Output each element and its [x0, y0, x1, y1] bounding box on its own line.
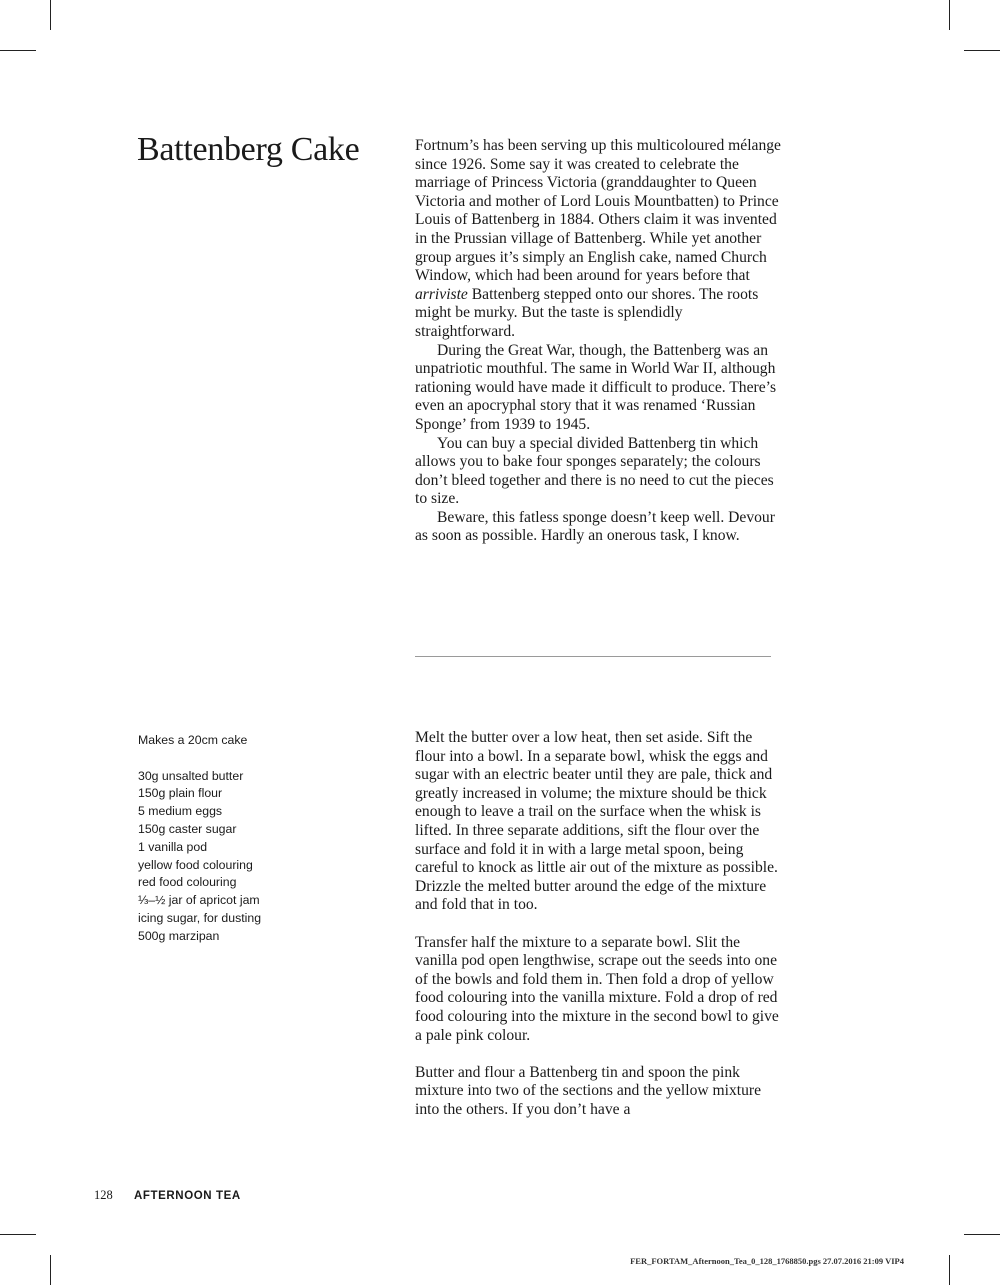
ingredient-items	[138, 768, 368, 946]
section-name: AFTERNOON TEA	[133, 1190, 241, 1202]
method-paragraph-1: Melt the butter over a low heat, then set aside. Sift the flour into a bowl. In a separate bowl, whisk the eggs and sugar with an electric beater until they are pale, thick and greatly increased in volume; the mixture should be thick enough to leave a trail on the surface when the whisk is lifted. In three separate additions, sift the flour over the surface and fold it in with a large metal spoon, being careful to knock as little air out of the mixture as possible. Drizzle the melted butter around the edge of the mixture and fold that in too.	[415, 729, 778, 914]
intro-p1-italic: arriviste	[415, 285, 468, 303]
ingredients-list	[138, 732, 368, 946]
ingredient-item: 500g marzipan	[138, 928, 220, 943]
ingredient-item: 1 vanilla pod	[138, 839, 208, 854]
ingredient-item: yellow food colouring	[138, 857, 253, 872]
crop-mark-top-left-h	[0, 50, 36, 51]
crop-mark-top-right	[949, 0, 950, 30]
page-title: Battenberg Cake	[137, 131, 360, 168]
intro-p1-text-a: Fortnum’s has been serving up this multicoloured mélange since 1926. Some say it was created to celebrate the marriage of Princess Victoria (granddaughter to Queen Victoria and mother of Lord Louis Mountbatten) to Prince Louis of Battenberg in 1884. Others claim it was invented in the Prussian village of Battenberg. While yet another group argues it’s simply an English cake, named Church Window, which had been around for years before that	[415, 137, 781, 285]
crop-mark-top-right-h	[964, 50, 1000, 51]
page-number: 128	[94, 1188, 113, 1202]
method-paragraph-2: Transfer half the mixture to a separate bowl. Slit the vanilla pod open lengthwise, scrape out the seeds into one of the bowls and fold them in. Then fold a drop of yellow food colouring into the vanilla mixture. Fold a drop of red food colouring into the mixture in the second bowl to give a pale pink colour.	[415, 933, 779, 1044]
crop-mark-bottom-right-h	[964, 1234, 1000, 1235]
ingredient-item: icing sugar, for dusting	[138, 910, 262, 925]
method-paragraph-3: Butter and flour a Battenberg tin and spoon the pink mixture into two of the sections and the yellow mixture into the others. If you don’t have a	[415, 1063, 762, 1118]
crop-mark-bottom-right	[949, 1255, 950, 1285]
ingredient-item: 30g unsalted butter	[138, 768, 244, 783]
intro-p1-text-b: Battenberg stepped onto our shores. The roots might be murky. But the taste is splendidly straightforward.	[415, 285, 759, 340]
print-slug: FER_FORTAM_Afternoon_Tea_0_128_1768850.pgs 27.07.2016 21:09 VIP4	[630, 1256, 904, 1266]
intro-paragraph-2: During the Great War, though, the Battenberg was an unpatriotic mouthful. The same in World War II, although rationing would have made it difficult to produce. There’s even an apocryphal story that it was renamed ‘Russian Sponge’ from 1939 to 1945.	[415, 341, 777, 433]
ingredient-item: 150g caster sugar	[138, 821, 237, 836]
yield-text: Makes a 20cm cake	[138, 733, 248, 747]
ingredient-item: ⅓–½ jar of apricot jam	[138, 893, 260, 908]
crop-mark-bottom-left	[50, 1255, 51, 1285]
crop-mark-bottom-left-h	[0, 1234, 36, 1235]
ingredient-item: 5 medium eggs	[138, 804, 223, 819]
intro-paragraph-4: Beware, this fatless sponge doesn’t keep well. Devour as soon as possible. Hardly an onerous task, I know.	[415, 508, 775, 545]
page-footer	[94, 1188, 241, 1203]
method-text	[415, 729, 785, 1138]
intro-paragraph-1	[415, 137, 785, 342]
intro-paragraph-3: You can buy a special divided Battenberg tin which allows you to bake four sponges separately; the colours don’t bleed together and there is no need to cut the pieces to size.	[415, 434, 774, 508]
intro-text	[415, 137, 785, 546]
ingredient-item: 150g plain flour	[138, 786, 223, 801]
ingredient-item: red food colouring	[138, 875, 237, 890]
section-divider	[415, 656, 771, 657]
crop-mark-top-left	[50, 0, 51, 30]
